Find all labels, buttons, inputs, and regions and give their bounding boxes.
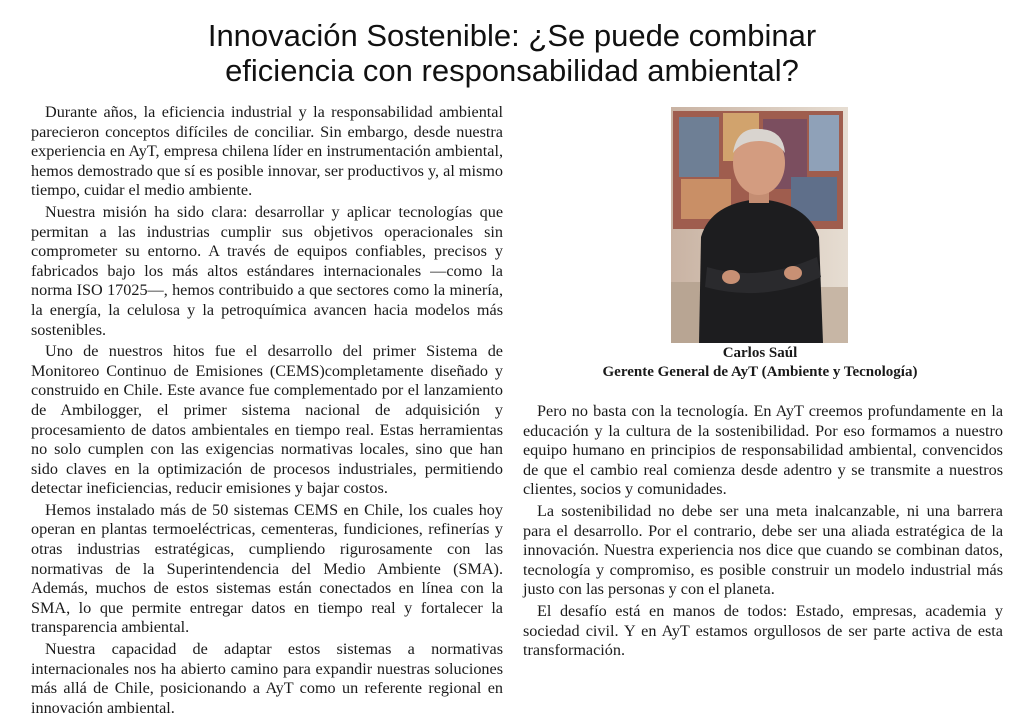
paragraph: Durante años, la eficiencia industrial y la responsabilidad ambiental parecieron conceptos difíciles de conciliar. Sin embargo, desde nuestra experiencia en AyT, empresa chilena líder en instrumentación ambiental, hemos demostrado que sí es posible innovar, ser productivos y, al mismo tiempo, cuidar el medio ambiente. bbox=[31, 103, 503, 200]
article-title-line-1: Innovación Sostenible: ¿Se puede combinar bbox=[207, 18, 817, 53]
paragraph: Nuestra misión ha sido clara: desarrollar y aplicar tecnologías que permitan a las industrias cumplir sus objetivos operacionales sin comprometer su entorno. A través de equipos confiables, precisos y fabricados bajo los más altos estándares internacionales —como la norma ISO 17025—, hemos contribuido a que sectores como la minería, la energía, la celulosa y la petroquímica avancen hacia modelos más sostenibles. bbox=[31, 202, 503, 339]
left-column bbox=[31, 103, 503, 720]
right-column bbox=[523, 402, 1003, 663]
paragraph: La sostenibilidad no debe ser una meta inalcanzable, ni una barrera para el desarrollo. Por el contrario, debe ser una aliada estratégica de la innovación. Nuestra experiencia nos dice que cuando se combinan datos, tecnología y compromiso, es posible construir un modelo industrial más justo con las personas y con el planeta. bbox=[523, 501, 1003, 599]
photo-caption bbox=[560, 344, 960, 382]
article-title-line-2: eficiencia con responsabilidad ambiental? bbox=[225, 53, 799, 88]
caption-name: Carlos Saúl bbox=[722, 345, 798, 361]
portrait-photo bbox=[671, 107, 848, 343]
paragraph: Pero no basta con la tecnología. En AyT creemos profundamente en la educación y la cultura de la sostenibilidad. Por eso formamos a nuestro equipo humano en principios de responsabilidad ambiental, convencidos de que el cambio real comienza desde adentro y se transmite a nuestros clientes, socios y comunidades. bbox=[523, 402, 1003, 499]
article-title bbox=[150, 18, 874, 88]
paragraph: Uno de nuestros hitos fue el desarrollo del primer Sistema de Monitoreo Continuo de Emisiones (CEMS)completamente diseñado y construido en Chile. Este avance fue complementado por el lanzamiento de Ambilogger, el primer sistema nacional de adquisición y procesamiento de datos ambientales en tiempo real. Estas herramientas no solo cumplen con las exigencias normativas locales, sino que han sido claves en la optimización de procesos industriales, permitiendo detectar ineficiencias, reducir emisiones y bajar costos. bbox=[31, 342, 503, 498]
portrait-illustration bbox=[671, 107, 848, 343]
paragraph: Nuestra capacidad de adaptar estos sistemas a normativas internacionales nos ha abierto camino para expandir nuestras soluciones más allá de Chile, posicionando a AyT como un referente regional en innovación ambiental. bbox=[31, 640, 503, 717]
caption-role: Gerente General de AyT (Ambiente y Tecnología) bbox=[602, 364, 918, 380]
paragraph: El desafío está en manos de todos: Estado, empresas, academia y sociedad civil. Y en AyT estamos orgullosos de ser parte activa de esta transformación. bbox=[523, 601, 1003, 660]
paragraph: Hemos instalado más de 50 sistemas CEMS en Chile, los cuales hoy operan en plantas termoeléctricas, cementeras, fundiciones, refinerías y otras industrias estratégicas, cumpliendo rigurosamente con las normativas de la Superintendencia del Medio Ambiente (SMA). Además, muchos de estos sistemas están conectados en línea con la SMA, lo que permite entregar datos en tiempo real y fortalecer la transparencia ambiental. bbox=[31, 500, 503, 637]
